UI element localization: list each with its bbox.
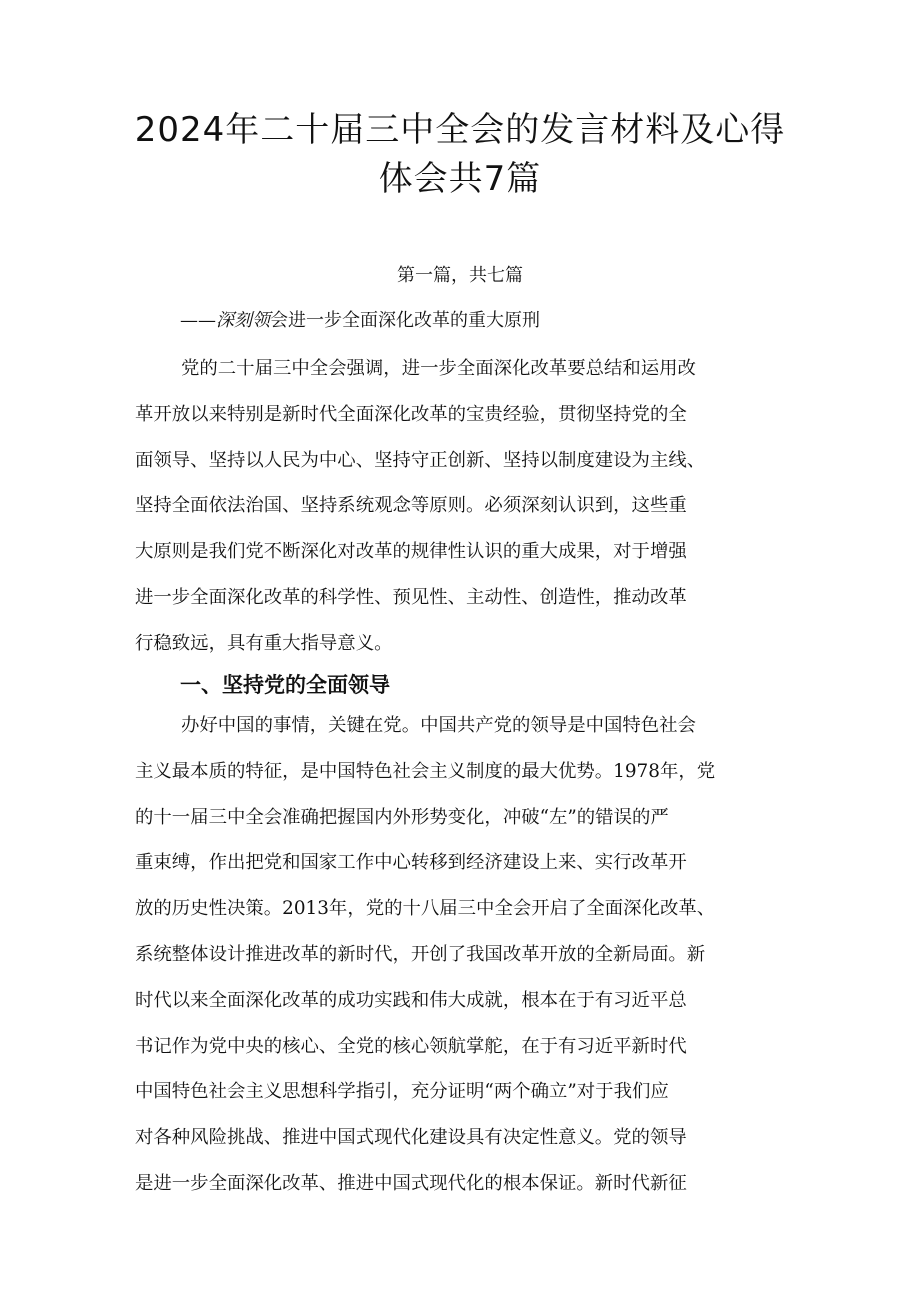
paragraph-line: 的十一届三中全会准确把握国内外形势变化，冲破“左”的错误的严: [135, 806, 669, 828]
paragraph-leadership: [135, 703, 787, 1207]
section-heading: 一、坚持党的全面领导: [180, 673, 390, 697]
section-subtitle: [180, 307, 800, 335]
paragraph-line: 中国特色社会主义思想科学指引，充分证明“两个确立”对于我们应: [135, 1081, 669, 1103]
paragraph-line: 面领导、坚持以人民为中心、坚持守正创新、坚持以制度建设为主线、: [135, 449, 706, 471]
paragraph-line: 是进一步全面深化改革、推进中国式现代化的根本保证。新时代新征: [135, 1172, 687, 1194]
paragraph-line: 放的历史性决策。2013年，党的十八届三中全会开启了全面深化改革、: [135, 898, 716, 920]
paragraph-line: 革开放以来特别是新时代全面深化改革的宝贵经验，贯彻坚持党的全: [135, 403, 687, 425]
paragraph-line: 坚持全面依法治国、坚持系统观念等原则。必须深刻认识到，这些重: [135, 495, 687, 517]
paragraph-intro: [135, 346, 787, 667]
paragraph-line: 行稳致远，具有重大指导意义。: [135, 632, 393, 654]
paragraph-line: 大原则是我们党不断深化对改革的规律性认识的重大成果，对于增强: [135, 541, 687, 563]
subtitle-italic: 深刻领: [216, 310, 270, 331]
paragraph-line: 党的二十届三中全会强调，进一步全面深化改革要总结和运用改: [181, 358, 696, 379]
paragraph-line: 书记作为党中央的核心、全党的核心领航掌舵，在于有习近平新时代: [135, 1035, 687, 1057]
document-title: [120, 106, 800, 204]
subtitle-dash: ——: [180, 310, 216, 331]
paragraph-line: 主义最本质的特征，是中国特色社会主义制度的最大优势。1978年，党: [135, 760, 716, 782]
paragraph-line: 进一步全面深化改革的科学性、预见性、主动性、创造性，推动改革: [135, 586, 687, 608]
title-line-2: 体会共7篇: [378, 159, 542, 199]
title-line-1: 2024年二十届三中全会的发言材料及心得: [134, 110, 786, 150]
paragraph-line: 系统整体设计推进改革的新时代，开创了我国改革开放的全新局面。新: [135, 943, 706, 965]
chapter-label: 第一篇，共七篇: [397, 265, 523, 286]
paragraph-line: 办好中国的事情，关键在党。中国共产党的领导是中国特色社会: [181, 715, 696, 736]
subtitle-rest: 会进一步全面深化改革的重大原刑: [270, 310, 540, 331]
paragraph-line: 对各种风险挑战、推进中国式现代化建设具有决定性意义。党的领导: [135, 1127, 687, 1149]
paragraph-line: 重束缚，作出把党和国家工作中心转移到经济建设上来、实行改革开: [135, 852, 687, 874]
paragraph-line: 时代以来全面深化改革的成功实践和伟大成就，根本在于有习近平总: [135, 989, 687, 1011]
